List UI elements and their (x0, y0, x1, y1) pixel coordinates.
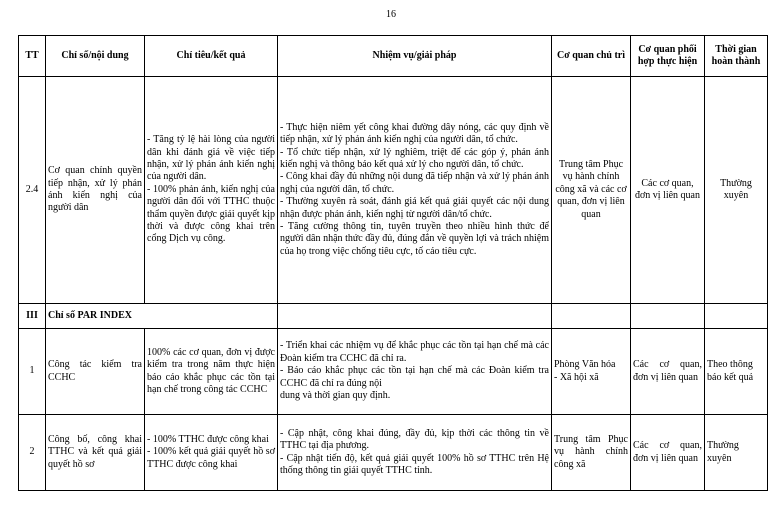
row-lead: Trung tâm Phục vụ hành chính công xã và các cơ quan, đơn vị liên quan (552, 77, 631, 304)
task-line: - Tăng cường thông tin, tuyên truyền theo nhiều hình thức để người dân nhận thức đầy đủ, đúng đắn về quyền lợi và trách nhiệm của họ trong việc chống tiêu cực, tố cáo tiêu cực. (280, 221, 549, 257)
empty-cell (705, 304, 768, 329)
section-number: III (19, 304, 46, 329)
header-target: Chỉ tiêu/kết quả (145, 36, 278, 77)
empty-cell (631, 304, 705, 329)
task-line: - Công khai đầy đủ những nội dung đã tiếp nhận và xử lý phản ánh nghị của người dân, tổ chức. (280, 171, 549, 195)
row-target (145, 77, 278, 304)
header-content: Chỉ số/nội dung (46, 36, 145, 77)
row-tasks (278, 77, 552, 304)
row-content: Công tác kiểm tra CCHC (46, 329, 145, 415)
row-target (145, 415, 278, 491)
header-tt: TT (19, 36, 46, 77)
row-target: 100% các cơ quan, đơn vị được kiểm tra trong năm thực hiện báo cáo khắc phục các tồn tại hạn chế trong công tác CCHC (145, 329, 278, 415)
row-number: 1 (19, 329, 46, 415)
section-row (19, 304, 768, 329)
header-lead: Cơ quan chủ trì (552, 36, 631, 77)
header-deadline: Thời gian hoàn thành (705, 36, 768, 77)
row-number: 2.4 (19, 77, 46, 304)
header-tasks: Nhiệm vụ/giải pháp (278, 36, 552, 77)
page-number: 16 (386, 9, 396, 20)
row-tasks (278, 329, 552, 415)
task-line: dung và thời gian quy định. (280, 390, 391, 402)
row-lead: Trung tâm Phục vụ hành chính công xã (552, 415, 631, 491)
row-content: Cơ quan chính quyền tiếp nhận, xử lý phản ánh kiến nghị của người dân (46, 77, 145, 304)
row-partner: Các cơ quan, đơn vị liên quan (631, 415, 705, 491)
row-number: 2 (19, 415, 46, 491)
table-row (19, 329, 768, 415)
lead-line: Phòng Văn hóa (554, 359, 616, 371)
plan-table (18, 35, 768, 491)
task-line: - Thực hiện niêm yết công khai đường dây nóng, các quy định về tiếp nhận, xử lý phản ánh kiến nghị của người dân, tổ chức. (280, 121, 549, 146)
header-row (19, 36, 768, 77)
table-row (19, 415, 768, 491)
target-line: - 100% phản ánh, kiến nghị của người dân đối với TTHC thuộc thẩm quyền được giải quyết kịp thời và được công khai trên cổng Dịch vụ công. (147, 183, 275, 245)
header-partner: Cơ quan phối hợp thực hiện (631, 36, 705, 77)
task-line: - Cập nhật, công khai đúng, đầy đủ, kịp thời các thông tin về TTHC tại địa phương. (280, 427, 549, 452)
task-line: - Tổ chức tiếp nhận, xử lý nghiêm, triệt để các góp ý, phản ánh kiến nghị và thông báo kết quả xử lý cho người dân, tổ chức. (280, 146, 549, 170)
row-tasks (278, 415, 552, 491)
task-line: - Báo cáo khắc phục các tồn tại hạn chế mà các Đoàn kiểm tra CCHC đã chỉ ra đúng nội (280, 365, 549, 389)
task-line: - Cập nhật tiến độ, kết quả giải quyết 100% hồ sơ TTHC trên Hệ thống thông tin giải quyết TTHC tỉnh. (280, 452, 549, 476)
row-lead (552, 329, 631, 415)
table-row (19, 77, 768, 304)
empty-cell (278, 304, 552, 329)
target-line: - 100% kết quả giải quyết hồ sơ TTHC được công khai (147, 446, 275, 470)
row-partner: Các cơ quan, đơn vị liên quan (631, 77, 705, 304)
task-line: - Triển khai các nhiệm vụ để khắc phục các tồn tại hạn chế mà các Đoàn kiểm tra CCHC đã chỉ ra. (280, 340, 549, 364)
row-deadline: Thường xuyên (705, 415, 768, 491)
row-partner: Các cơ quan, đơn vị liên quan (631, 329, 705, 415)
task-line: - Thường xuyên rà soát, đánh giá kết quả giải quyết các nội dung nhận được phản ánh, kiến nghị từ người dân/tổ chức. (280, 196, 549, 220)
section-title: Chỉ số PAR INDEX (46, 304, 278, 329)
row-content: Công bố, công khai TTHC và kết quả giải quyết hồ sơ (46, 415, 145, 491)
target-line: - Tăng tỷ lệ hài lòng của người dân khi đánh giá về việc tiếp nhận, xử lý phản ánh kiến nghị của người dân. (147, 134, 275, 183)
lead-line: - Xã hội xã (554, 371, 599, 383)
row-deadline: Theo thông báo kết quả (705, 329, 768, 415)
row-deadline: Thường xuyên (705, 77, 768, 304)
empty-cell (552, 304, 631, 329)
target-line: - 100% TTHC được công khai (147, 433, 269, 445)
